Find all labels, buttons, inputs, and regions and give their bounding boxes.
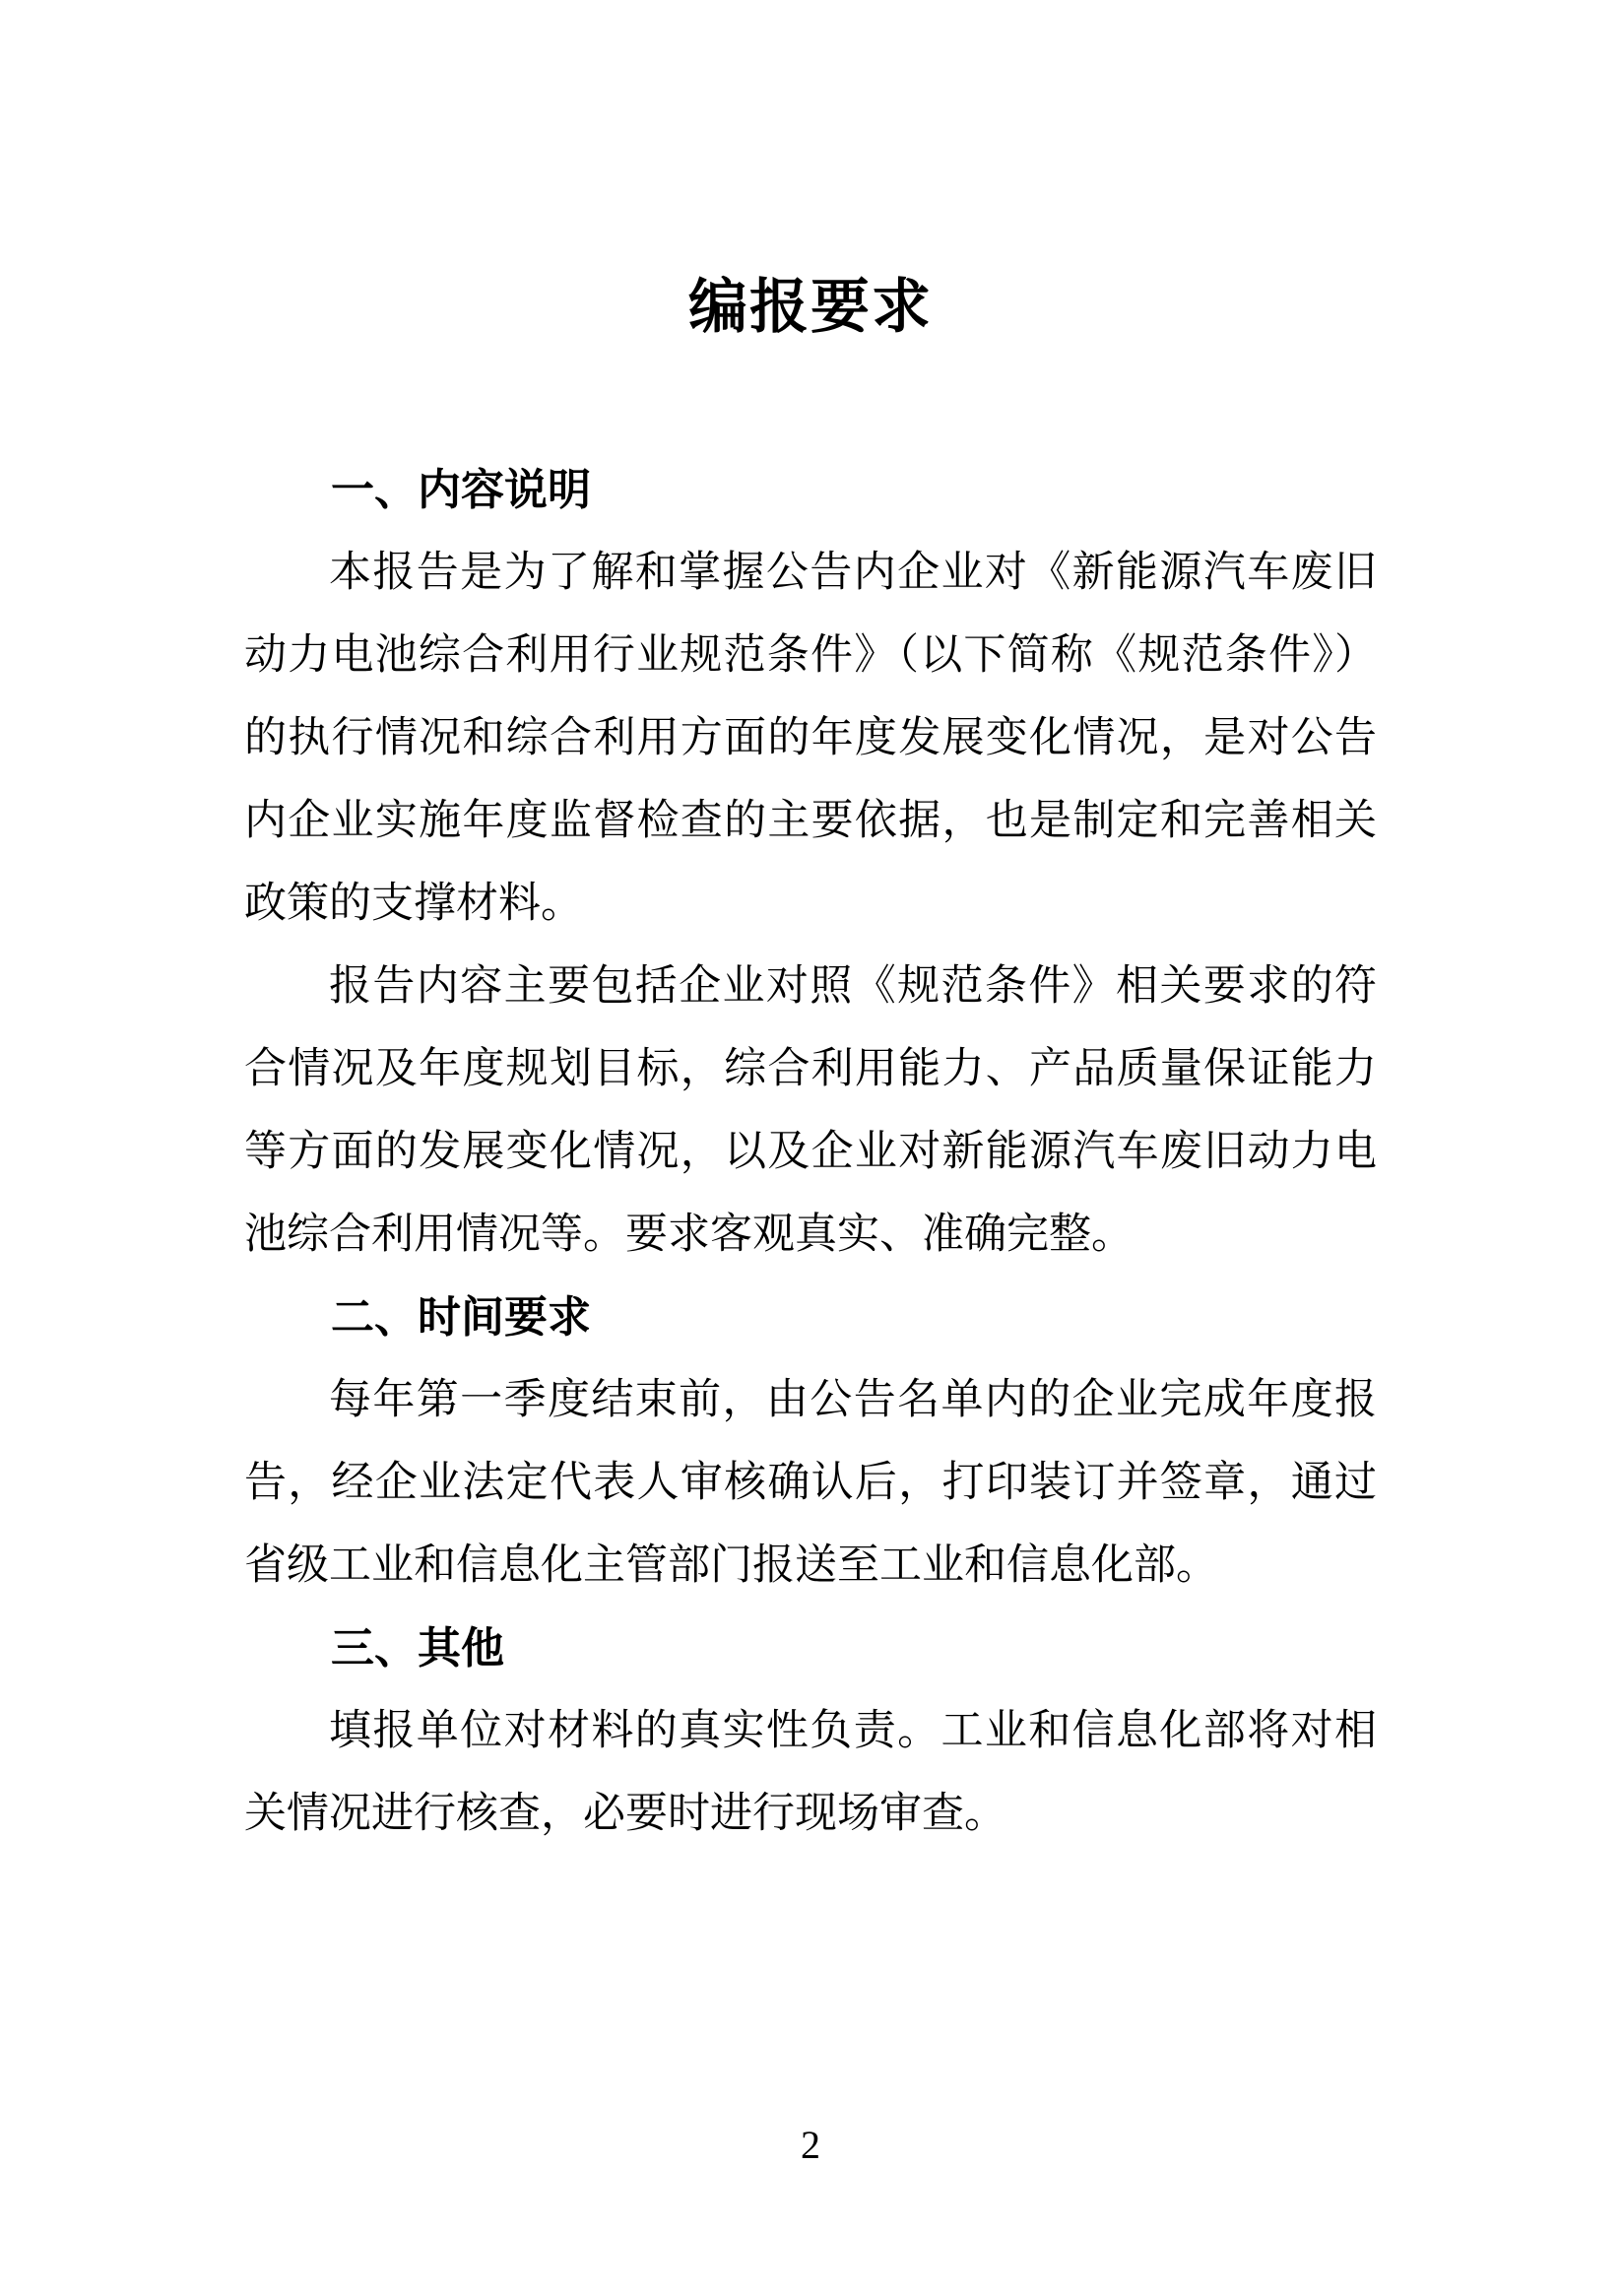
- section-2-paragraph-1: 每年第一季度结束前，由公告名单内的企业完成年度报告，经企业法定代表人审核确认后，打印装订并签章，通过省级工业和信息化主管部门报送至工业和信息化部。: [244, 1377, 1377, 1589]
- section-1-paragraph-2: 报告内容主要包括企业对照《规范条件》相关要求的符合情况及年度规划目标，综合利用能力、产品质量保证能力等方面的发展变化情况，以及企业对新能源汽车废旧动力电池综合利用情况等。要求客观真实、准确完整。: [244, 963, 1377, 1258]
- document-title: 编报要求: [688, 275, 933, 340]
- section-1-heading: 一、内容说明: [331, 466, 591, 514]
- section-2-heading: 二、时间要求: [331, 1293, 591, 1342]
- section-3-heading: 三、其他: [331, 1624, 504, 1673]
- page-number: 2: [801, 2123, 820, 2167]
- section-1-paragraph-1: 本报告是为了解和掌握公告内企业对《新能源汽车废旧动力电池综合利用行业规范条件》（以下简称《规范条件》）的执行情况和综合利用方面的年度发展变化情况，是对公告内企业实施年度监督检查的主要依据，也是制定和完善相关政策的支撑材料。: [244, 550, 1377, 927]
- section-3-paragraph-1: 填报单位对材料的真实性负责。工业和信息化部将对相关情况进行核查，必要时进行现场审查。: [244, 1708, 1377, 1837]
- document-body: [244, 449, 1377, 1856]
